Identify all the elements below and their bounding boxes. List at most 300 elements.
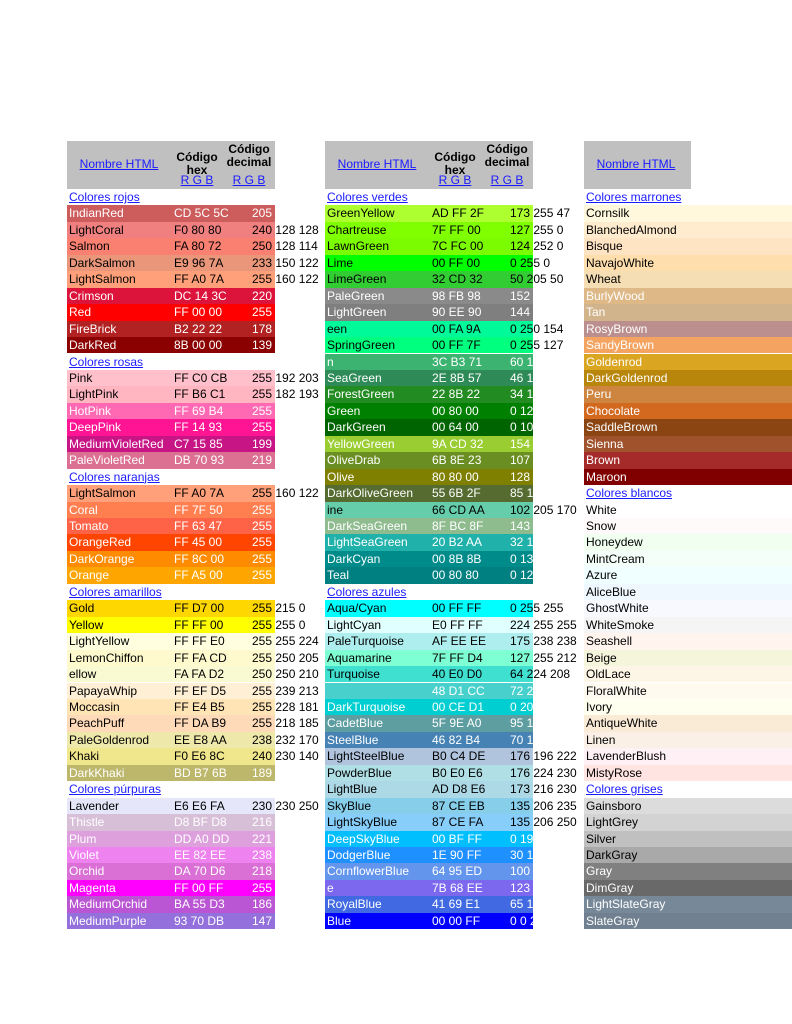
color-name: Chocolate <box>586 403 641 418</box>
color-name: een <box>327 321 348 336</box>
decimal-code: 0 255 127 <box>510 338 564 353</box>
color-name: Honeydew <box>586 535 643 550</box>
decimal-code: 250 128 114 <box>252 239 318 254</box>
color-name: Gray <box>586 864 613 879</box>
table-row <box>584 452 792 468</box>
hex-code: 66 CD AA <box>432 502 485 517</box>
header-decimal-rgb-link[interactable]: R G B <box>490 173 524 187</box>
table-row <box>67 683 319 699</box>
decimal-code: 255 218 185 <box>252 716 319 731</box>
color-name: LightYellow <box>69 634 130 649</box>
table-row <box>325 534 571 550</box>
decimal-code: 46 139 87 <box>510 370 564 385</box>
table-row <box>325 913 551 929</box>
color-name: Yellow <box>69 617 104 632</box>
table-row <box>67 485 319 501</box>
hex-code: AF EE EE <box>432 634 487 649</box>
decimal-code: 255 160 122 <box>252 272 319 287</box>
hex-code: FF 14 93 <box>174 420 223 435</box>
group-heading-link[interactable]: Colores púrpuras <box>69 782 162 797</box>
color-name: Goldenrod <box>586 354 643 369</box>
group-heading-link[interactable]: Colores blancos <box>586 486 673 501</box>
hex-code: BA 55 D3 <box>174 897 225 912</box>
group-heading <box>67 189 275 205</box>
table-row <box>584 337 792 353</box>
hex-code: EE 82 EE <box>174 848 227 862</box>
group-heading-link[interactable]: Colores azules <box>327 584 407 599</box>
decimal-code: 30 144 255 <box>510 848 571 862</box>
table-row <box>67 403 319 419</box>
table-row <box>67 896 312 912</box>
decimal-code: 176 196 222 <box>510 749 577 764</box>
table-row <box>325 205 571 221</box>
color-name: DodgerBlue <box>327 848 391 862</box>
color-name: YellowGreen <box>327 436 395 451</box>
table-row <box>325 485 564 501</box>
hex-code: DD A0 DD <box>174 831 230 846</box>
table-row <box>67 699 319 715</box>
color-name: LightSalmon <box>69 272 136 287</box>
table-row <box>325 321 564 337</box>
table-header <box>584 141 691 189</box>
decimal-code: 50 205 50 <box>510 272 564 287</box>
color-name: MistyRose <box>586 765 643 780</box>
color-name: Lime <box>327 255 354 270</box>
decimal-code: 255 69 0 <box>252 535 299 550</box>
color-name: CadetBlue <box>327 716 384 731</box>
color-name: Orange <box>69 568 110 583</box>
decimal-code: 255 0 0 <box>252 305 293 320</box>
table-row <box>584 436 792 452</box>
color-name: PeachPuff <box>69 716 125 731</box>
table-row <box>325 781 577 797</box>
hex-code: 5F 9E A0 <box>432 716 482 731</box>
decimal-code: 135 206 235 <box>510 798 577 813</box>
decimal-code: 205 92 92 <box>252 206 306 221</box>
table-column-2 <box>325 141 577 931</box>
hex-code: FF FF 00 <box>174 617 224 632</box>
color-name: DarkKhaki <box>69 765 125 780</box>
color-name: DarkGreen <box>327 420 386 435</box>
table-row <box>584 699 792 715</box>
decimal-code: 173 255 47 <box>510 206 571 221</box>
hex-code: FF A0 7A <box>174 272 225 287</box>
hex-code: 00 80 80 <box>432 568 479 583</box>
table-row <box>584 288 792 304</box>
hex-code: FF 00 00 <box>174 305 223 320</box>
color-name: Azure <box>586 568 618 583</box>
color-name: Pink <box>69 370 93 385</box>
decimal-code: 219 112 147 <box>252 453 318 468</box>
decimal-code: 72 209 204 <box>510 683 571 698</box>
group-heading-link[interactable]: Colores naranjas <box>69 469 160 484</box>
color-name: PaleVioletRed <box>69 453 145 468</box>
table-row <box>584 831 792 847</box>
color-name: Magenta <box>69 880 116 895</box>
decimal-code: 34 139 34 <box>510 387 564 402</box>
table-row <box>67 798 319 814</box>
color-name: SeaGreen <box>327 370 382 385</box>
header-hex-rgb-link[interactable]: R G B <box>438 173 472 187</box>
color-name: Blue <box>327 913 352 928</box>
decimal-code: 255 192 203 <box>252 370 319 385</box>
group-heading <box>584 189 792 205</box>
table-row <box>67 255 319 271</box>
hex-code: 9A CD 32 <box>432 436 484 451</box>
color-name: AliceBlue <box>586 584 637 599</box>
table-row <box>584 205 792 221</box>
hex-code: 00 64 00 <box>432 420 479 435</box>
decimal-code: 0 128 128 <box>510 568 564 583</box>
group-heading <box>67 469 275 485</box>
table-row <box>67 304 293 320</box>
hex-code: 41 69 E1 <box>432 897 481 912</box>
color-name: Moccasin <box>69 699 120 714</box>
table-row <box>67 222 319 238</box>
table-row <box>67 238 318 254</box>
color-name: Green <box>327 403 361 418</box>
hex-code: 00 FF 00 <box>432 255 481 270</box>
group-heading-link[interactable]: Colores rosas <box>69 354 144 369</box>
decimal-code: 255 239 213 <box>252 683 319 698</box>
header-hex: Código hex <box>176 150 218 177</box>
table-row <box>67 551 306 567</box>
table-row <box>325 814 577 830</box>
decimal-code: 0 100 0 <box>510 420 551 435</box>
color-name: LightGreen <box>327 305 387 320</box>
header-hex-rgb-link[interactable]: R G B <box>180 173 214 187</box>
hex-code: FF EF D5 <box>174 683 227 698</box>
decimal-code: 255 140 0 <box>252 551 306 566</box>
table-row <box>584 814 792 830</box>
table-row <box>67 452 318 468</box>
decimal-code: 240 128 128 <box>252 222 319 237</box>
color-name: Peru <box>586 387 612 402</box>
hex-code: FF FA CD <box>174 650 227 665</box>
hex-code: 1E 90 FF <box>432 848 482 862</box>
color-name: LightSteelBlue <box>327 749 405 764</box>
color-name: FloralWhite <box>586 683 647 698</box>
table-row <box>67 748 319 764</box>
color-name: DeepSkyBlue <box>327 831 400 846</box>
table-row <box>584 765 792 781</box>
hex-code: 6B 8E 23 <box>432 453 482 468</box>
hex-code: FF 00 FF <box>174 880 224 895</box>
table-row <box>584 715 792 731</box>
color-name: PaleTurquoise <box>327 634 404 649</box>
color-name: Red <box>69 305 92 320</box>
table-row <box>67 913 318 929</box>
color-name: OliveDrab <box>327 453 381 468</box>
decimal-code: 95 158 160 <box>510 716 571 731</box>
table-row <box>325 469 564 485</box>
color-name: SlateGray <box>586 913 640 928</box>
table-row <box>67 715 319 731</box>
group-heading <box>325 189 533 205</box>
hex-code: 80 80 00 <box>432 469 479 484</box>
hex-code: FF D7 00 <box>174 601 225 616</box>
decimal-code: 255 127 80 <box>252 502 313 517</box>
hex-code: 87 CE EB <box>432 798 485 813</box>
color-name: SteelBlue <box>327 732 379 747</box>
color-name: PaleGreen <box>327 288 385 303</box>
color-name: SaddleBrown <box>586 420 658 435</box>
hex-code: 00 BF FF <box>432 831 483 846</box>
table-row <box>584 567 792 583</box>
decimal-code: 152 251 152 <box>510 288 577 303</box>
hex-code: 93 70 DB <box>174 913 225 928</box>
color-name: LightSeaGreen <box>327 535 408 550</box>
color-name: MediumVioletRed <box>69 436 164 451</box>
table-row <box>584 419 792 435</box>
hex-code: 8F BC 8F <box>432 519 484 533</box>
table-row <box>325 419 551 435</box>
color-name: DarkSalmon <box>69 255 136 270</box>
table-row <box>325 436 571 452</box>
table-row <box>67 534 299 550</box>
group-heading <box>67 354 275 370</box>
color-name: n <box>327 354 334 369</box>
hex-code: 00 00 FF <box>432 913 481 928</box>
hex-code: B2 22 22 <box>174 321 223 336</box>
table-row <box>67 502 313 518</box>
color-name: Aquamarine <box>327 650 392 665</box>
hex-code: 98 FB 98 <box>432 288 481 303</box>
header-hex: Código hex <box>434 150 476 177</box>
color-name: LightBlue <box>327 782 378 797</box>
table-row <box>325 798 577 814</box>
header-name-link[interactable]: Nombre HTML <box>596 157 676 171</box>
hex-code: FF 45 00 <box>174 535 223 550</box>
decimal-code: 60 179 113 <box>510 354 570 369</box>
color-table <box>67 141 691 931</box>
color-name: DarkRed <box>69 338 117 353</box>
group-heading-link[interactable]: Colores verdes <box>327 190 408 204</box>
decimal-code: 255 165 0 <box>252 568 306 583</box>
table-row <box>67 617 306 633</box>
color-name: SandyBrown <box>586 338 655 353</box>
table-row <box>584 798 792 814</box>
hex-code: 00 FA 9A <box>432 321 481 336</box>
color-name: Bisque <box>586 239 623 254</box>
color-name: FireBrick <box>69 321 117 336</box>
decimal-code: 230 230 250 <box>252 798 319 813</box>
decimal-code: 255 182 193 <box>252 387 319 402</box>
hex-code: FF A0 7A <box>174 486 225 501</box>
color-name: NavajoWhite <box>586 255 655 270</box>
color-name: BurlyWood <box>586 288 645 303</box>
table-row <box>325 765 577 781</box>
hex-code: F0 80 80 <box>174 222 222 237</box>
group-heading-link[interactable]: Colores grises <box>586 782 663 797</box>
table-row <box>325 699 564 715</box>
table-row <box>325 386 564 402</box>
decimal-code: 199 21 133 <box>252 436 313 451</box>
hex-code: 48 D1 CC <box>432 683 485 698</box>
table-row <box>67 518 306 534</box>
table-row <box>67 732 319 748</box>
decimal-code: 143 188 143 <box>510 519 577 533</box>
decimal-code: 0 250 154 <box>510 321 564 336</box>
hex-code: FA 80 72 <box>174 239 222 254</box>
color-name: MintCream <box>586 551 645 566</box>
table-row <box>67 370 319 386</box>
table-row <box>67 666 319 682</box>
decimal-code: 255 255 224 <box>252 634 319 649</box>
header-decimal: Código decimal <box>226 142 272 169</box>
color-name: DarkGray <box>586 848 638 862</box>
table-row <box>584 600 792 616</box>
hex-code: FF B6 C1 <box>174 387 226 402</box>
table-row <box>67 880 306 896</box>
decimal-code: 255 160 122 <box>252 486 319 501</box>
hex-code: 00 8B 8B <box>432 551 482 566</box>
table-row <box>584 913 792 929</box>
color-name: PowderBlue <box>327 765 392 780</box>
decimal-code: 0 128 0 <box>510 403 551 418</box>
decimal-code: 255 0 255 <box>252 880 306 895</box>
table-row <box>67 831 319 847</box>
color-name: Silver <box>586 831 617 846</box>
color-name: BlanchedAlmond <box>586 222 677 237</box>
decimal-code: 221 160 221 <box>252 831 319 846</box>
color-name: ellow <box>69 667 97 682</box>
header-name-link[interactable]: Nombre HTML <box>79 157 159 171</box>
color-name: Snow <box>586 519 617 533</box>
color-name: LightGrey <box>586 815 639 830</box>
table-row <box>325 238 564 254</box>
color-name: LightSlateGray <box>586 897 666 912</box>
color-name: HotPink <box>69 403 112 418</box>
color-name: Brown <box>586 453 621 468</box>
table-row <box>325 567 564 583</box>
table-column-3 <box>584 141 691 931</box>
color-name: Crimson <box>69 288 114 303</box>
table-row <box>325 880 577 896</box>
decimal-code: 0 206 209 <box>510 699 564 714</box>
color-name: LightSalmon <box>69 486 136 501</box>
color-name: Plum <box>69 831 97 846</box>
table-row <box>584 633 792 649</box>
color-name: Teal <box>327 568 350 583</box>
color-name: Orchid <box>69 864 105 879</box>
color-name: Chartreuse <box>327 222 387 237</box>
decimal-code: 147 112 219 <box>252 913 318 928</box>
color-name: DeepPink <box>69 420 122 435</box>
color-name: Gainsboro <box>586 798 642 813</box>
decimal-code: 178 34 34 <box>252 321 306 336</box>
color-name: Turquoise <box>327 667 380 682</box>
color-name: Olive <box>327 469 355 484</box>
hex-code: 46 82 B4 <box>432 732 481 747</box>
group-heading-link[interactable]: Colores marrones <box>586 190 682 204</box>
hex-code: FF 8C 00 <box>174 551 225 566</box>
table-row <box>325 831 564 847</box>
table-row <box>67 567 306 583</box>
decimal-code: 216 191 216 <box>252 815 319 830</box>
hex-code: 8B 00 00 <box>174 338 223 353</box>
color-name: LimeGreen <box>327 272 387 287</box>
table-row <box>584 748 792 764</box>
hex-code: 00 FF FF <box>432 601 482 616</box>
header-decimal-rgb-link[interactable]: R G B <box>232 173 266 187</box>
color-name: OldLace <box>586 667 631 682</box>
color-name: DarkCyan <box>327 551 381 566</box>
hex-code: AD FF 2F <box>432 206 485 221</box>
hex-code: 2E 8B 57 <box>432 370 482 385</box>
group-heading <box>584 485 792 501</box>
hex-code: FF 63 47 <box>174 519 223 533</box>
color-name: Maroon <box>586 469 627 484</box>
decimal-code: 255 228 181 <box>252 699 319 714</box>
hex-code: FA FA D2 <box>174 667 225 682</box>
decimal-code: 189 183 107 <box>252 765 319 780</box>
hex-code: FF C0 CB <box>174 370 228 385</box>
hex-code: BD B7 6B <box>174 765 227 780</box>
group-heading-link[interactable]: Colores rojos <box>69 190 140 204</box>
table-row <box>67 337 293 353</box>
table-row <box>325 271 564 287</box>
color-name: White <box>586 502 617 517</box>
hex-code: CD 5C 5C <box>174 206 229 221</box>
color-name: Lavender <box>69 798 120 813</box>
decimal-code: 65 105 225 <box>510 897 571 912</box>
table-row <box>584 683 792 699</box>
group-heading <box>584 781 792 797</box>
decimal-code: 127 255 0 <box>510 222 564 237</box>
decimal-code: 107 142 35 <box>510 453 571 468</box>
color-name: GreenYellow <box>327 206 395 221</box>
table-row <box>584 518 792 534</box>
color-name: Aqua/Cyan <box>327 601 387 616</box>
hex-code: C7 15 85 <box>174 436 223 451</box>
color-name: Cornsilk <box>586 206 630 221</box>
table-row <box>584 354 792 370</box>
hex-code: FF 7F 50 <box>174 502 223 517</box>
decimal-code: 238 130 238 <box>252 848 319 862</box>
decimal-code: 255 255 0 <box>252 617 306 632</box>
decimal-code: 233 150 122 <box>252 255 319 270</box>
table-row <box>584 502 792 518</box>
color-name: Tomato <box>69 519 109 533</box>
table-row <box>584 469 792 485</box>
decimal-code: 123 104 238 <box>510 880 577 895</box>
table-row <box>67 765 319 781</box>
decimal-code: 64 224 208 <box>510 667 571 682</box>
color-name: LavenderBlush <box>586 749 667 764</box>
table-row <box>325 600 564 616</box>
hex-code: DB 70 93 <box>174 453 225 468</box>
color-name: DarkGoldenrod <box>586 370 668 385</box>
table-row <box>67 847 319 863</box>
decimal-code: 127 255 212 <box>510 650 577 665</box>
group-heading <box>325 584 533 600</box>
color-name: IndianRed <box>69 206 124 221</box>
table-row <box>67 419 313 435</box>
table-row <box>325 304 577 320</box>
decimal-code: 220 20 60 <box>252 288 306 303</box>
color-name: WhiteSmoke <box>586 617 655 632</box>
color-name: e <box>327 880 334 895</box>
hex-code: DA 70 D6 <box>174 864 226 879</box>
color-name: Violet <box>69 848 99 862</box>
decimal-code: 173 216 230 <box>510 782 577 797</box>
group-heading-link[interactable]: Colores amarillos <box>69 584 162 599</box>
table-row <box>325 288 577 304</box>
hex-code: 32 CD 32 <box>432 272 483 287</box>
header-name-link[interactable]: Nombre HTML <box>337 157 417 171</box>
color-name: MediumOrchid <box>69 897 148 912</box>
